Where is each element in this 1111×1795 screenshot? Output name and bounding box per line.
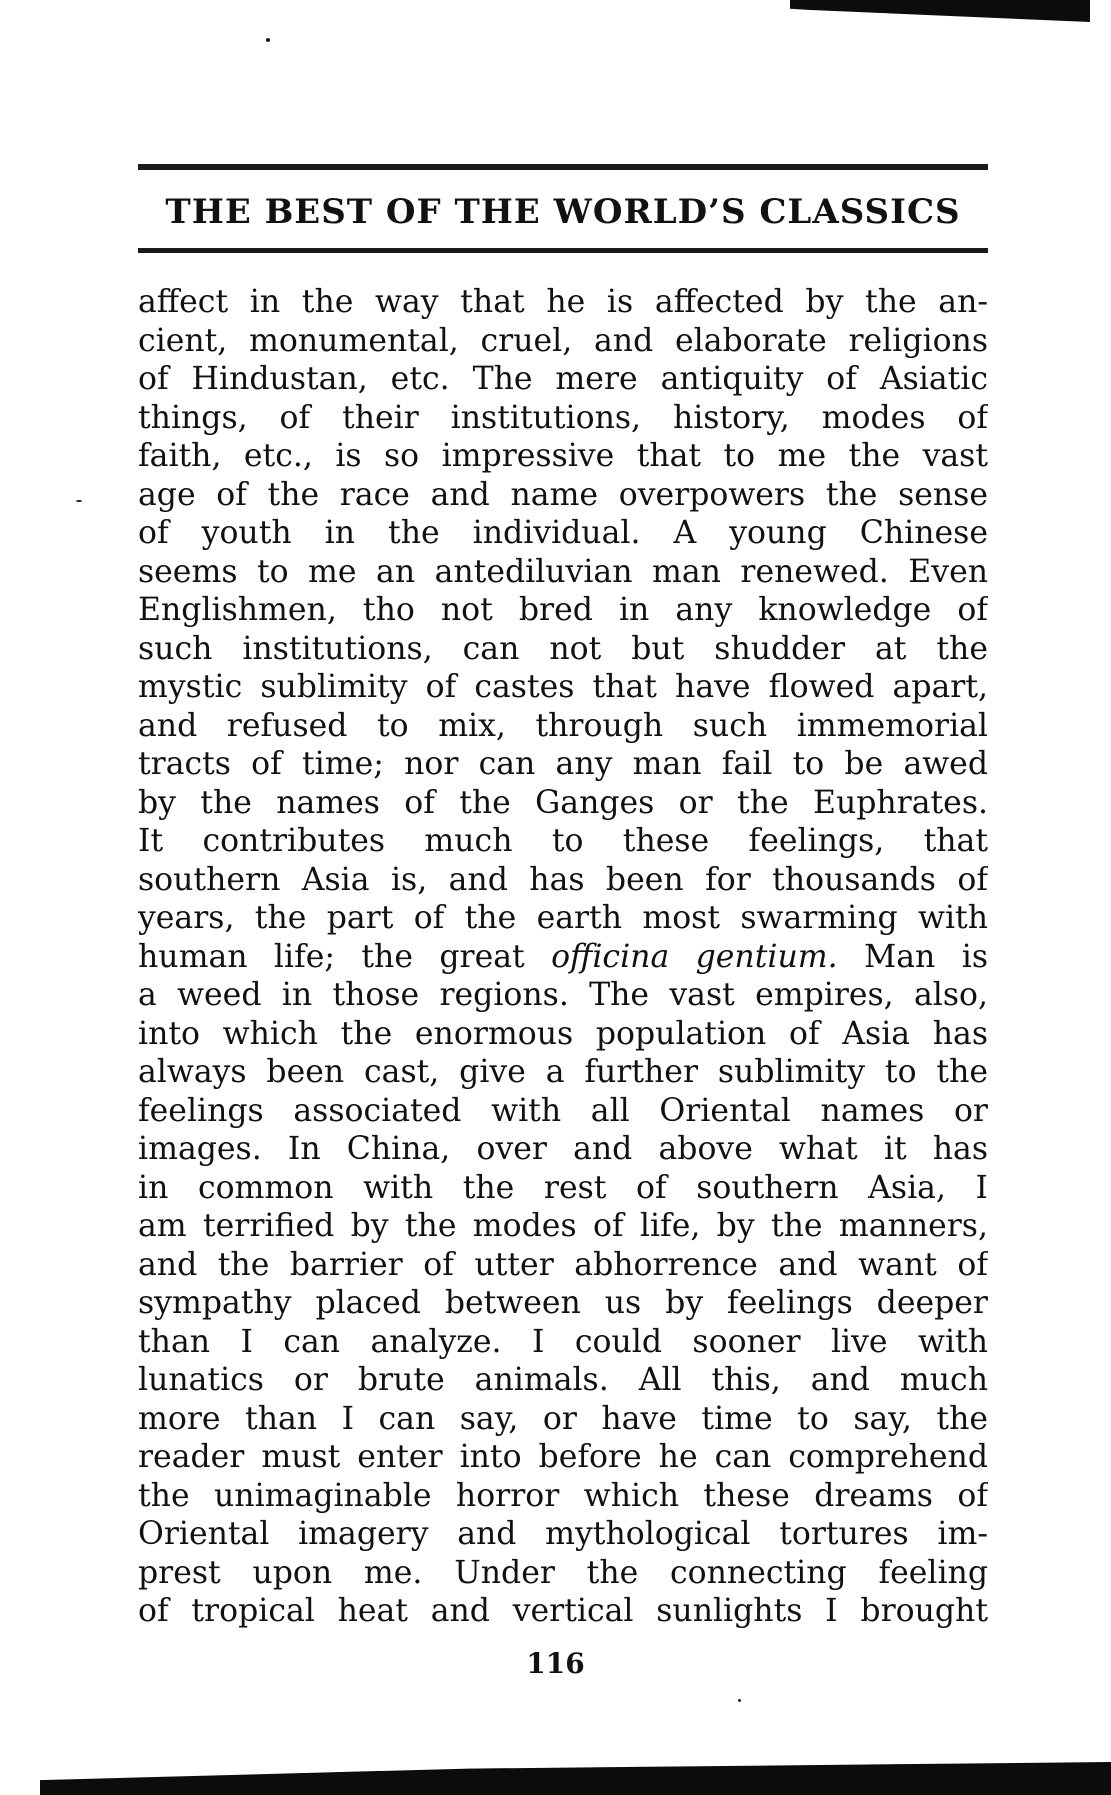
text-line: lunatics or brute animals. All this, and much <box>138 1362 988 1398</box>
text-line: feelings associated with all Oriental names or <box>138 1092 988 1129</box>
text-line: Englishmen, tho not bred in any knowledge of <box>138 592 988 628</box>
running-head: THE BEST OF THE WORLD’S CLASSICS <box>165 192 961 232</box>
page-number: 116 <box>526 1647 585 1680</box>
text-line: things, of their institutions, history, modes of <box>138 399 988 436</box>
text-line: and the barrier of utter abhorrence and want of <box>138 1246 988 1283</box>
text-line: faith, etc., is so impressive that to me the vast <box>138 438 988 474</box>
scan-speck <box>738 1699 741 1702</box>
text-line: of Hindustan, etc. The mere antiquity of Asiatic <box>138 361 988 397</box>
header-rule-bottom <box>138 248 988 253</box>
text-line: Oriental imagery and mythological tortures im- <box>138 1516 988 1552</box>
text-line: the unimaginable horror which these dreams of <box>138 1477 988 1514</box>
text-line: such institutions, can not but shudder at the <box>138 630 988 667</box>
text-line: age of the race and name overpowers the sense <box>138 476 988 513</box>
header-rule-top <box>138 164 988 170</box>
bottom-edge-scan-bar <box>40 1762 1111 1795</box>
text-line: more than I can say, or have time to say, the <box>138 1400 988 1437</box>
scan-speck <box>266 38 270 42</box>
text-line: of tropical heat and vertical sunlights I brought <box>138 1593 988 1629</box>
italic-phrase: officina gentium. <box>551 938 838 975</box>
text-line: years, the part of the earth most swarming with <box>138 900 988 936</box>
text-line: southern Asia is, and has been for thousands of <box>138 861 988 898</box>
text-line: than I can analyze. I could sooner live with <box>138 1323 988 1360</box>
text-line: It contributes much to these feelings, that <box>138 823 988 859</box>
text-line: and refused to mix, through such immemorial <box>138 707 988 744</box>
text-line: in common with the rest of southern Asia, I <box>138 1169 988 1206</box>
text-line: prest upon me. Under the connecting feeling <box>138 1554 988 1591</box>
text-line: into which the enormous population of Asia has <box>138 1015 988 1052</box>
text-line: of youth in the individual. A young Chinese <box>138 515 988 551</box>
text-line: sympathy placed between us by feelings deeper <box>138 1285 988 1321</box>
top-edge-scan-bar <box>790 0 1090 22</box>
text-run: Man is <box>837 938 988 975</box>
text-line: a weed in those regions. The vast empires, also, <box>138 977 988 1013</box>
text-run: human life; the great <box>138 938 552 975</box>
text-line: reader must enter into before he can comprehend <box>138 1439 988 1475</box>
text-line: by the names of the Ganges or the Euphrates. <box>138 784 988 821</box>
text-line: seems to me an antediluvian man renewed. Even <box>138 553 988 590</box>
text-line: mystic sublimity of castes that have flowed apart, <box>138 669 988 705</box>
text-line: images. In China, over and above what it has <box>138 1131 988 1167</box>
scan-speck <box>76 500 82 502</box>
body-text <box>138 283 988 1631</box>
text-line: affect in the way that he is affected by the an- <box>138 284 988 320</box>
text-line: always been cast, give a further sublimity to the <box>138 1054 988 1090</box>
text-line: am terrified by the modes of life, by the manners, <box>138 1208 988 1244</box>
text-line: cient, monumental, cruel, and elaborate religions <box>138 322 988 359</box>
text-line: tracts of time; nor can any man fail to be awed <box>138 746 988 782</box>
text-line <box>138 938 988 977</box>
